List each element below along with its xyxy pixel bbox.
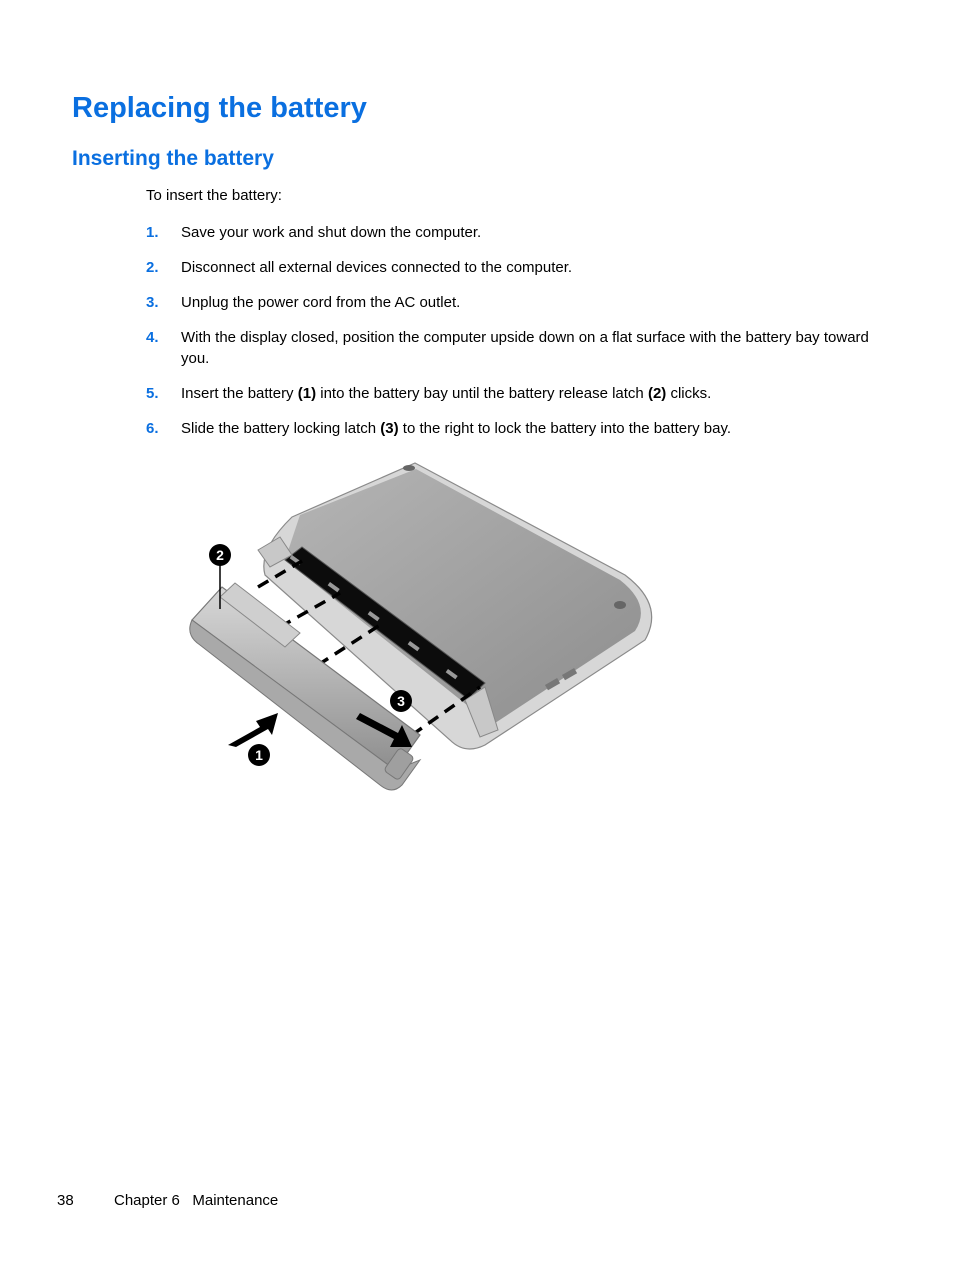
step-number: 3. [146, 294, 159, 311]
step-2 [146, 257, 876, 278]
page-number: 38 [57, 1192, 74, 1209]
step-text: to the right to lock the battery into the battery bay. [398, 420, 732, 437]
step-text: Unplug the power cord from the AC outlet. [181, 294, 461, 311]
svg-text:3: 3 [397, 693, 405, 709]
step-5 [146, 383, 876, 404]
step-text: clicks. [666, 385, 712, 402]
step-number: 4. [146, 329, 159, 346]
step-6 [146, 418, 876, 439]
step-text: Insert the battery [181, 385, 298, 402]
chapter-label: Chapter 6 Maintenance [114, 1192, 279, 1209]
insert-arrow [228, 713, 278, 747]
steps-list [146, 222, 876, 453]
step-1 [146, 222, 876, 243]
callout-2 [209, 544, 231, 566]
step-text: Disconnect all external devices connected to the computer. [181, 259, 573, 276]
callout-reference: (2) [647, 385, 667, 402]
step-number: 5. [146, 385, 159, 402]
callout-1 [248, 744, 270, 766]
step-4 [146, 327, 876, 369]
section-title: Inserting the battery [72, 147, 274, 170]
step-3 [146, 292, 876, 313]
intro-text: To insert the battery: [146, 187, 282, 204]
step-text: With the display closed, position the computer upside down on a flat surface with the battery bay toward you. [181, 329, 869, 367]
step-number: 2. [146, 259, 159, 276]
callout-3 [390, 690, 412, 712]
step-number: 6. [146, 420, 159, 437]
page-title: Replacing the battery [72, 92, 367, 124]
callout-reference: (1) [297, 385, 317, 402]
battery-insertion-illustration [180, 455, 670, 800]
svg-text:2: 2 [216, 547, 224, 563]
step-text: Save your work and shut down the computer. [181, 224, 482, 241]
step-text: into the battery bay until the battery release latch [316, 385, 648, 402]
callout-reference: (3) [380, 420, 399, 437]
svg-text:1: 1 [255, 747, 263, 763]
step-text: Slide the battery locking latch [181, 420, 381, 437]
step-number: 1. [146, 224, 159, 241]
